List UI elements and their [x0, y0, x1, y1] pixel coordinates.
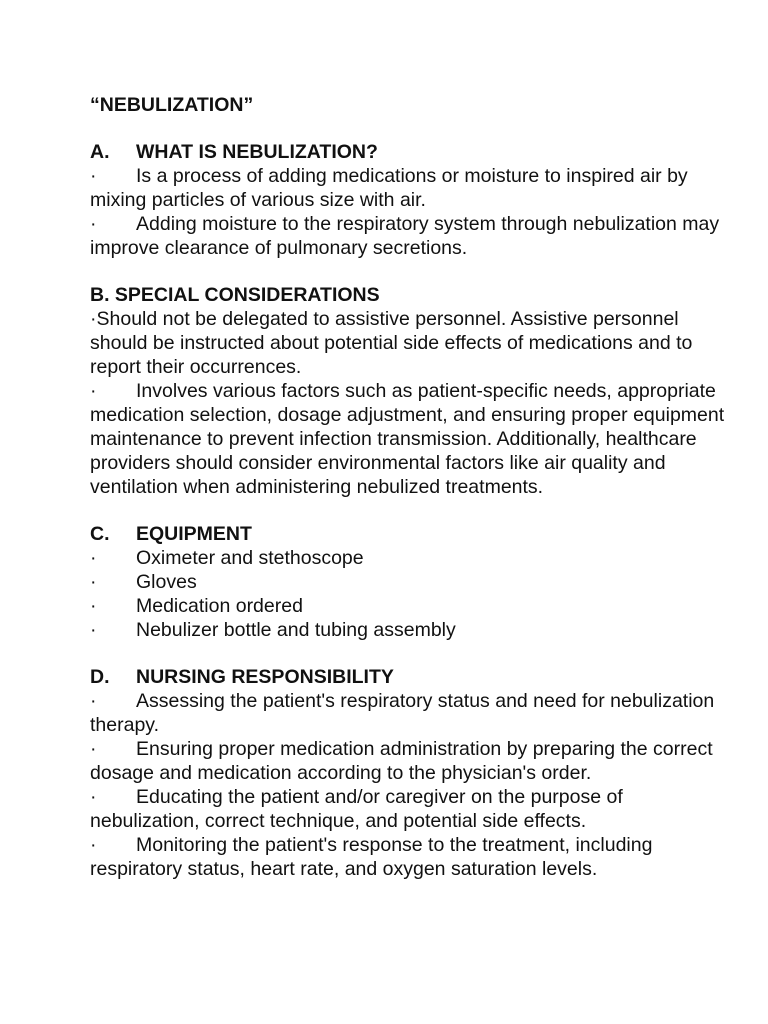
section-special-considerations	[90, 283, 730, 499]
list-item-text: Monitoring the patient's response to the treatment, including respiratory status, heart rate, and oxygen saturation levels.	[90, 834, 653, 880]
list-item	[90, 618, 730, 642]
list-item-text: Ensuring proper medication administration by preparing the correct dosage and medication according to the physician's order.	[90, 738, 713, 784]
section-heading: B. SPECIAL CONSIDERATIONS	[90, 284, 380, 306]
list-item	[90, 164, 730, 212]
list-item	[90, 785, 730, 833]
list-item-text: Oximeter and stethoscope	[136, 547, 364, 569]
list-item	[90, 737, 730, 785]
section-heading	[90, 665, 730, 689]
section-heading	[90, 522, 730, 546]
bullet-mark: ·	[90, 547, 97, 569]
section-letter: C.	[90, 523, 110, 545]
bullet-mark: ·	[90, 165, 97, 187]
list-item-text: Should not be delegated to assistive personnel. Assistive personnel should be instructed about potential side effects of medications and to report their occurrences.	[90, 308, 693, 378]
list-item	[90, 307, 730, 379]
bullet-mark: ·	[90, 619, 97, 641]
list-item-text: Assessing the patient's respiratory status and need for nebulization therapy.	[90, 690, 715, 736]
section-letter: D.	[90, 666, 110, 688]
list-item	[90, 212, 730, 260]
bullet-mark: ·	[90, 571, 97, 593]
list-item-text: Educating the patient and/or caregiver on the purpose of nebulization, correct technique, and potential side effects.	[90, 786, 623, 832]
list-item-text: Is a process of adding medications or moisture to inspired air by mixing particles of various size with air.	[90, 165, 688, 211]
list-item-text: Adding moisture to the respiratory system through nebulization may improve clearance of pulmonary secretions.	[90, 213, 720, 259]
list-item-text: Nebulizer bottle and tubing assembly	[136, 619, 456, 641]
bullet-mark: ·	[90, 786, 97, 808]
bullet-mark: ·	[90, 595, 97, 617]
list-item	[90, 833, 730, 881]
bullet-mark: ·	[90, 213, 97, 235]
section-title: WHAT IS NEBULIZATION?	[136, 141, 378, 163]
list-item	[90, 546, 730, 570]
list-item	[90, 594, 730, 618]
bullet-mark: ·	[90, 690, 97, 712]
section-what-is-nebulization	[90, 140, 730, 260]
document-body	[90, 93, 730, 881]
section-nursing-responsibility	[90, 665, 730, 881]
list-item-text: Medication ordered	[136, 595, 303, 617]
list-item-text: Gloves	[136, 571, 197, 593]
list-item	[90, 379, 730, 499]
bullet-mark: ·	[90, 738, 97, 760]
section-equipment	[90, 522, 730, 642]
bullet-mark: ·	[90, 834, 97, 856]
bullet-mark: ·	[90, 308, 97, 330]
document-title: “NEBULIZATION”	[90, 94, 254, 116]
list-item	[90, 570, 730, 594]
section-letter: A.	[90, 141, 110, 163]
list-item	[90, 689, 730, 737]
list-item-text: Involves various factors such as patient-specific needs, appropriate medication selection, dosage adjustment, and ensuring proper equipment maintenance to prevent infection transmission. Additionally, healthcare providers should consider environmental factors like air quality and ventilation when administering nebulized treatments.	[90, 380, 725, 498]
section-heading	[90, 140, 730, 164]
section-title: EQUIPMENT	[136, 523, 252, 545]
bullet-mark: ·	[90, 380, 97, 402]
section-title: NURSING RESPONSIBILITY	[136, 666, 394, 688]
